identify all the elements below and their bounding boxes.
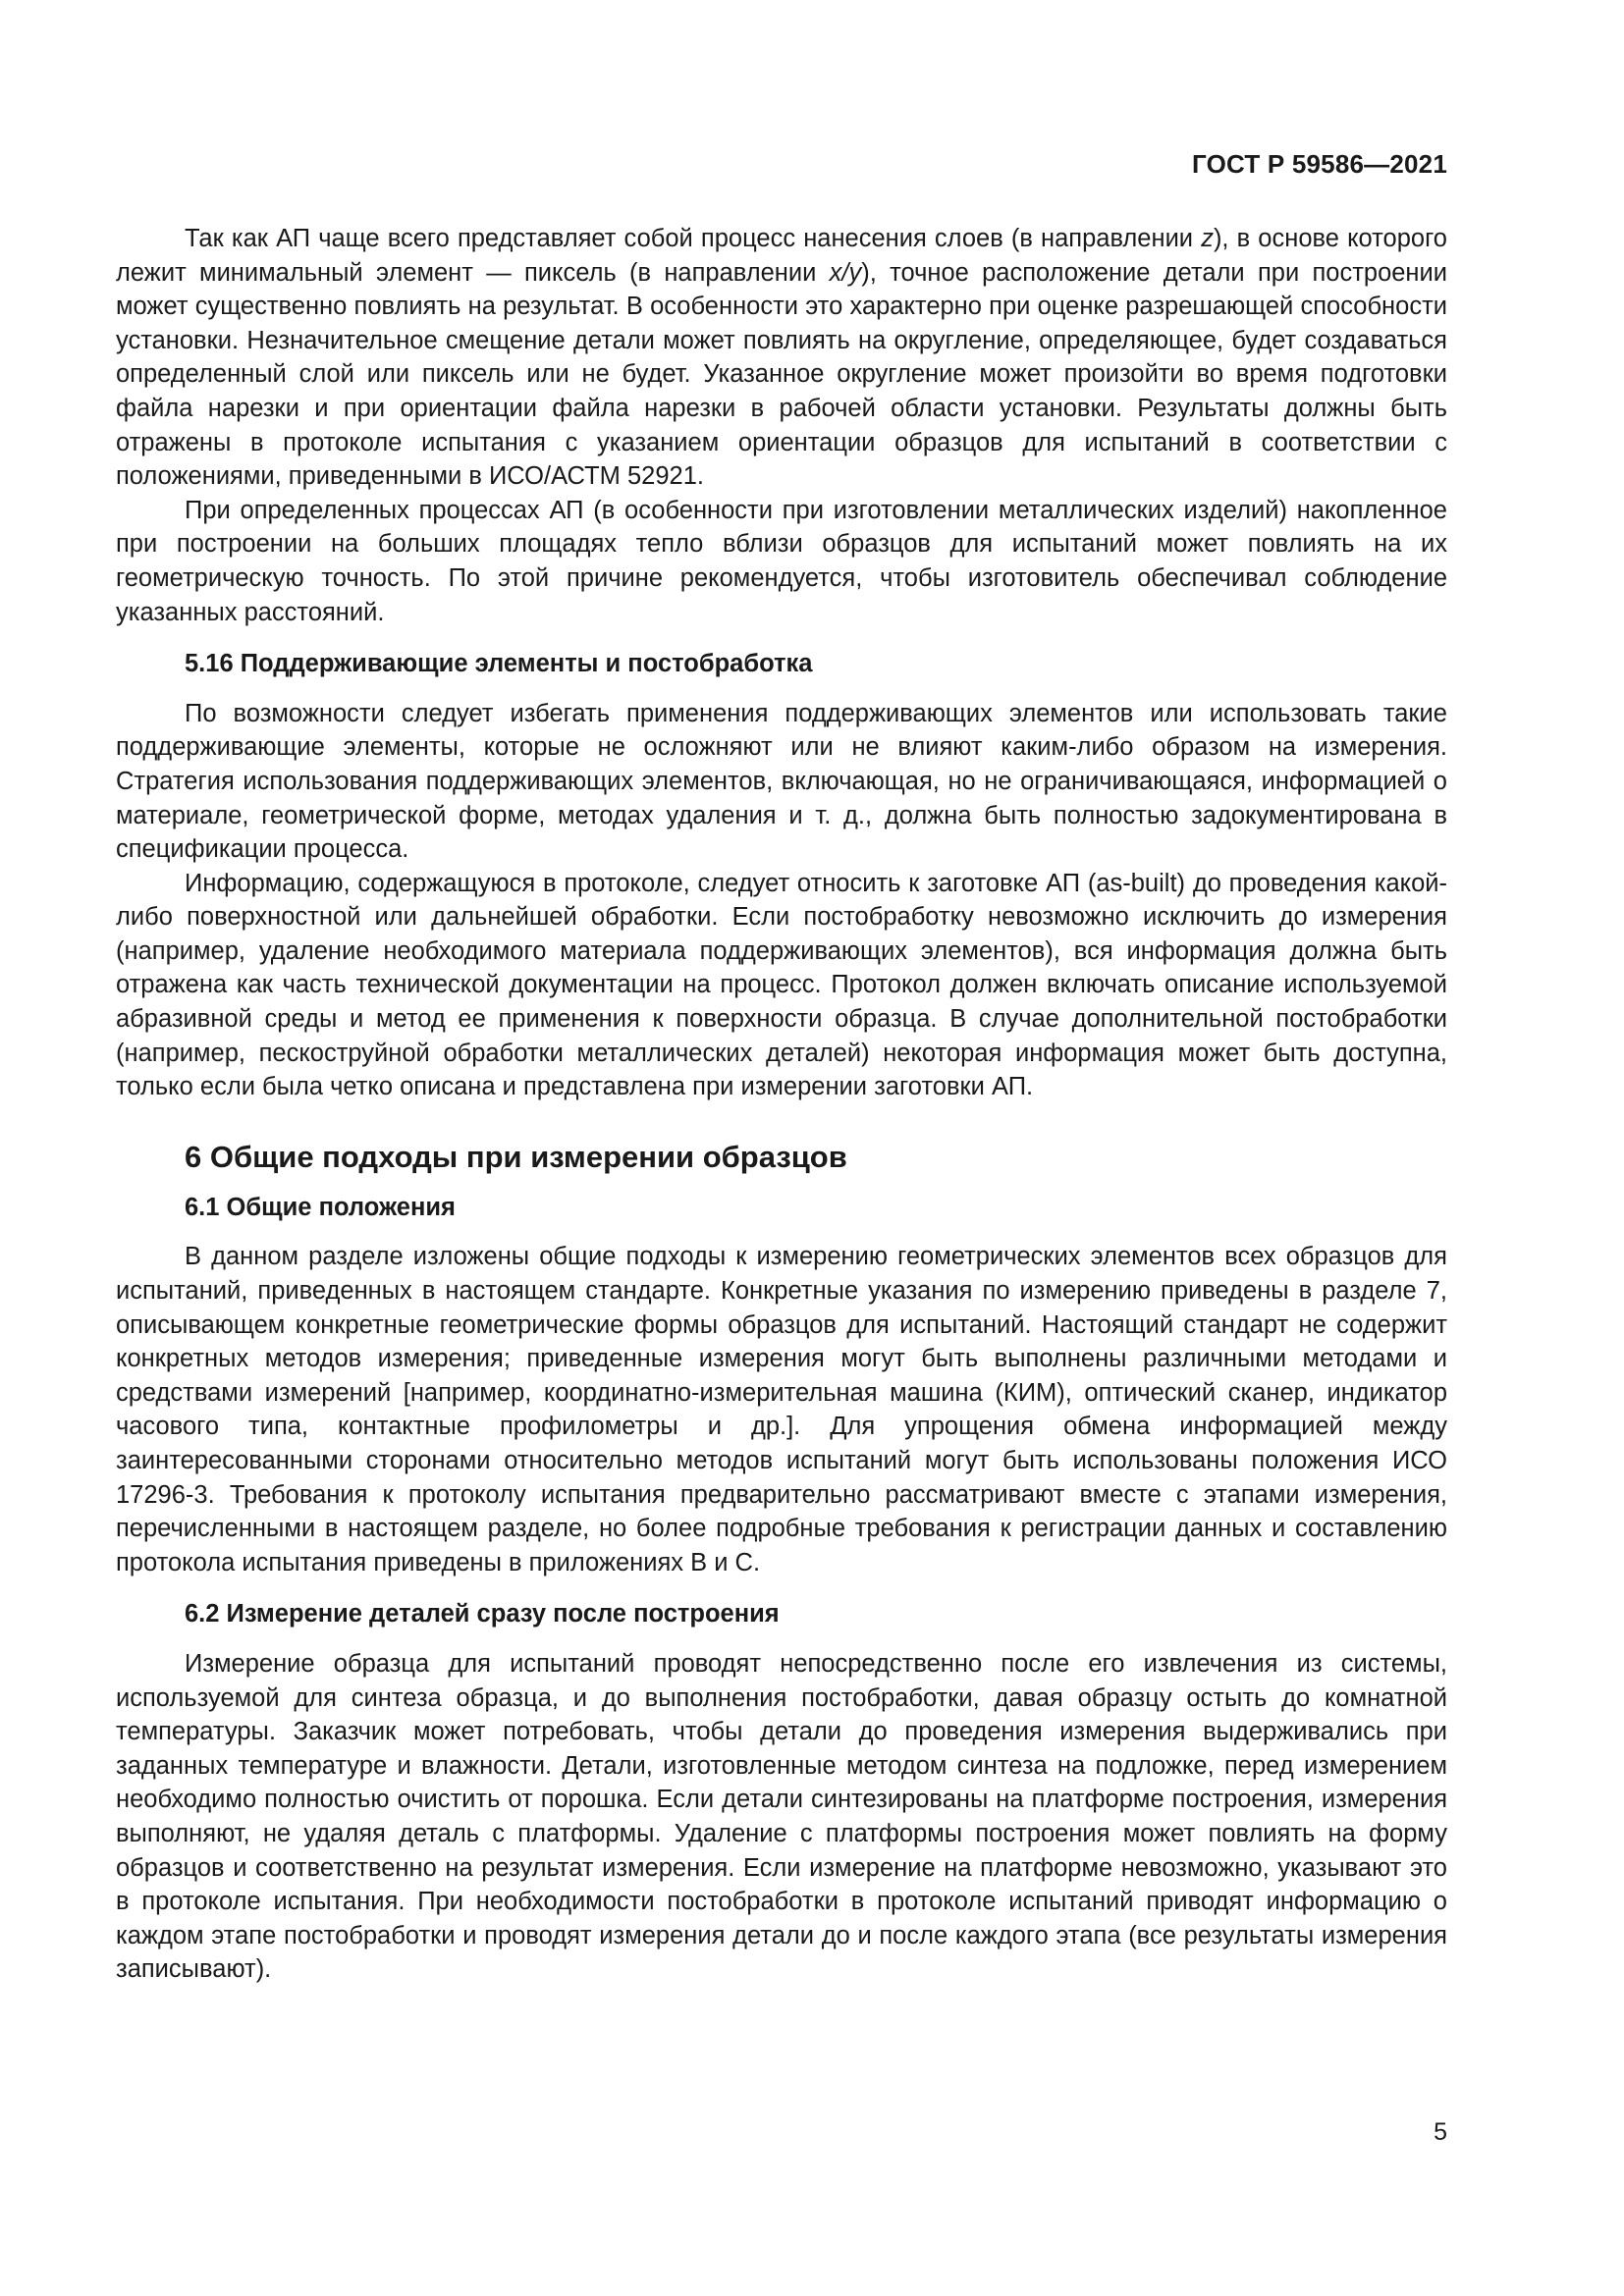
text-italic-z: z bbox=[1201, 225, 1214, 252]
paragraph-support-elements: По возможности следует избегать применения поддерживающих элементов или использовать такие поддерживающие элементы, которые не осложняют или не влияют каким-либо образом на измерения. Стратегия использования поддерживающих элементов, включающая, но не ограничивающаяся, информацией о материале, геометрической форме, методах удаления и т. д., должна быть полностью задокументирована в спецификации процесса. bbox=[116, 699, 1447, 864]
heading-6-2: 6.2 Измерение деталей сразу после построения bbox=[185, 1600, 780, 1629]
paragraph-as-built-info: Информацию, содержащуюся в протоколе, следует относить к заготовке АП (as-built) до проведения какой-либо поверхностной или дальнейшей обработки. Если постобработку невозможно исключить до измерения (например, удаление необходимого материала поддерживающих элементов), вся информация должна быть отражена как часть технической документации на процесс. Протокол должен включать описание используемой абразивной среды и метод ее применения к поверхности образца. В случае дополнительной постобработки (например, пескоструйной обработки металлических деталей) некоторая информация может быть доступна, только если была четко описана и представлена при измерении заготовки АП. bbox=[116, 869, 1447, 1101]
paragraph-am-layering bbox=[116, 222, 1447, 494]
page-number: 5 bbox=[1434, 2118, 1447, 2146]
heading-5-16: 5.16 Поддерживающие элементы и постобработка bbox=[185, 650, 813, 678]
page-content bbox=[116, 222, 1447, 1987]
heading-6-1: 6.1 Общие положения bbox=[185, 1193, 456, 1221]
paragraph-heat-accumulation: При определенных процессах АП (в особенности при изготовлении металлических изделий) накопленное при построении на больших площадях тепло вблизи образцов для испытаний может повлиять на их геометрическую точность. По этой причине рекомендуется, чтобы изготовитель обеспечивал соблюдение указанных расстояний. bbox=[116, 496, 1447, 626]
text-italic-xy: x/y bbox=[829, 258, 862, 287]
paragraph-general-provisions: В данном разделе изложены общие подходы к измерению геометрических элементов всех образцов для испытаний, приведенных в настоящем стандарте. Конкретные указания по измерению приведены в разделе 7, описывающем конкретные геометрические формы образцов для испытаний. Настоящий стандарт не содержит конкретных методов измерения; приведенные измерения могут быть выполнены различными методами и средствами измерений [например, координатно-измерительная машина (КИМ), оптический сканер, индикатор часового типа, контактные профилометры и др.]. Для упрощения обмена информацией между заинтересованными сторонами относительно методов испытаний могут быть использованы положения ИСО 17296-3. Требования к протоколу испытания предварительно рассматривают вместе с этапами измерения, перечисленными в настоящем разделе, но более подробные требования к регистрации данных и составлению протокола испытания приведены в приложениях В и С. bbox=[116, 1243, 1447, 1576]
heading-section-6: 6 Общие подходы при измерении образцов bbox=[185, 1139, 847, 1174]
text-span: ), точное расположение детали при построении может существенно повлиять на результат. В особенности это характерно при оценке разрешающей способности установки. Незначительное смещение детали может повлиять на округление, определяющее, будет создаваться определенный слой или пиксель или не будет. Указанное округление может произойти во время подготовки файла нарезки и при ориентации файла нарезки в рабочей области установки. Результаты должны быть отражены в протоколе испытания с указанием ориентации образцов для испытаний в соответствии с положениями, приведенными в ИСО/АСТМ 52921. bbox=[116, 258, 1448, 491]
document-header-id: ГОСТ Р 59586—2021 bbox=[1192, 149, 1447, 179]
paragraph-measurement-after-build: Измерение образца для испытаний проводят непосредственно после его извлечения из системы, используемой для синтеза образца, и до выполнения постобработки, давая образцу остыть до комнатной температуры. Заказчик может потребовать, чтобы детали до проведения измерения выдерживались при заданных температуре и влажности. Детали, изготовленные методом синтеза на подложке, перед измерением необходимо полностью очистить от порошка. Если детали синтезированы на платформе построения, измерения выполняют, не удаляя деталь с платформы. Удаление с платформы построения может повлиять на форму образцов и соответственно на результат измерения. Если измерение на платформе невозможно, указывают это в протоколе испытания. При необходимости постобработки в протоколе испытаний приводят информацию о каждом этапе постобработки и проводят измерения детали до и после каждого этапа (все результаты измерения записывают). bbox=[116, 1649, 1447, 1984]
text-span: ), в основе которого лежит минимальный элемент — пиксель (в направлении bbox=[116, 225, 1447, 287]
text-span: Так как АП чаще всего представляет собой процесс нанесения слоев (в направлении bbox=[185, 225, 1202, 252]
